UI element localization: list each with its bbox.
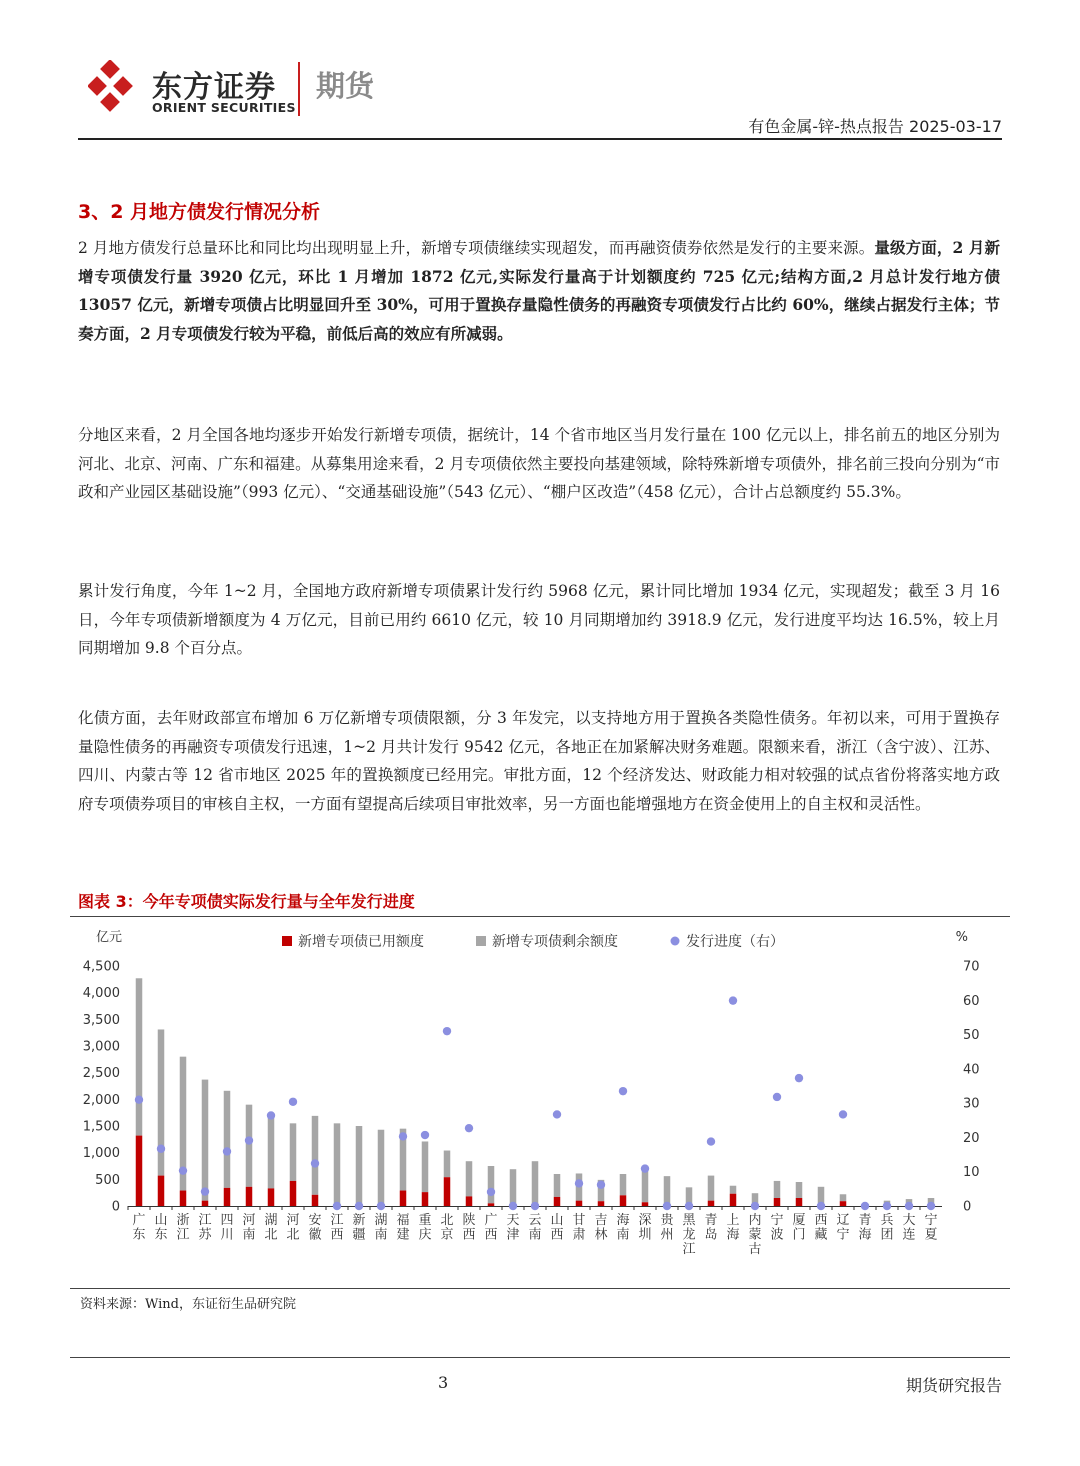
left-tick-label: 4,500 bbox=[82, 959, 120, 975]
category-label: 福 bbox=[396, 1213, 410, 1228]
bar-used bbox=[158, 1176, 165, 1206]
bar-remaining bbox=[202, 1080, 209, 1201]
category-label: 海 bbox=[726, 1227, 740, 1243]
category-label: 辽 bbox=[836, 1213, 850, 1228]
progress-point bbox=[311, 1159, 319, 1167]
category-label: 重 bbox=[418, 1213, 432, 1228]
legend-used-swatch bbox=[282, 936, 292, 946]
brand-divider bbox=[298, 62, 300, 116]
progress-point bbox=[861, 1202, 869, 1210]
bar-used bbox=[488, 1203, 495, 1206]
bar-used bbox=[444, 1177, 451, 1206]
bar-used bbox=[246, 1187, 253, 1206]
category-label: 夏 bbox=[924, 1227, 938, 1243]
bar-remaining bbox=[642, 1169, 649, 1202]
bar-used bbox=[620, 1195, 627, 1206]
bar-remaining bbox=[620, 1174, 627, 1195]
category-label: 京 bbox=[440, 1227, 454, 1243]
bar-remaining bbox=[532, 1161, 539, 1206]
bar-used bbox=[840, 1201, 847, 1206]
category-label: 海 bbox=[616, 1213, 630, 1228]
category-label: 兵 bbox=[880, 1213, 894, 1228]
page-number: 3 bbox=[438, 1373, 449, 1392]
category-label: 西 bbox=[330, 1227, 344, 1243]
bar-used bbox=[774, 1198, 781, 1206]
bar-remaining bbox=[334, 1123, 341, 1206]
category-label: 天 bbox=[506, 1213, 520, 1228]
category-label: 甘 bbox=[572, 1213, 586, 1228]
category-label: 藏 bbox=[814, 1227, 828, 1243]
paragraph-4: 化债方面，去年财政部宣布增加 6 万亿新增专项债限额，分 3 年发完，以支持地方用于置换各类隐性债务。年初以来，可用于置换存量隐性债务的再融资专项债发行迅速，1~2 月共计发行 9542 亿元，各地正在加紧解决财务难题。限额来看，浙江（含宁波）、江苏、四川、内蒙古等 12 省市地区 2025 年的置换额度已经用完。审批方面，12 个经济发达、财政能力相对较强的试点省份将落实地方政府专项债券项目的审核自主权，一方面有望提高后续项目审批效率，另一方面也能增强地方在资金使用上的自主权和灵活性。 bbox=[78, 709, 1000, 813]
legend-remaining-label: 新增专项债剩余额度 bbox=[492, 934, 618, 950]
category-label: 北 bbox=[286, 1227, 300, 1243]
category-label: 贵 bbox=[660, 1213, 674, 1228]
category-label: 蒙 bbox=[748, 1227, 762, 1243]
progress-point bbox=[663, 1202, 671, 1210]
left-tick-label: 0 bbox=[111, 1199, 120, 1215]
progress-point bbox=[267, 1111, 275, 1119]
progress-point bbox=[575, 1179, 583, 1187]
category-label: 黑 bbox=[682, 1213, 696, 1228]
bar-used bbox=[180, 1191, 187, 1206]
category-label: 浙 bbox=[176, 1213, 190, 1228]
category-label: 吉 bbox=[594, 1213, 608, 1228]
category-label: 西 bbox=[484, 1227, 498, 1243]
footer-label: 期货研究报告 bbox=[905, 1376, 1002, 1395]
bar-used bbox=[422, 1192, 429, 1206]
category-label: 河 bbox=[286, 1213, 300, 1228]
bar-remaining bbox=[840, 1194, 847, 1201]
bar-used bbox=[400, 1191, 407, 1206]
progress-point bbox=[905, 1202, 913, 1210]
progress-point bbox=[795, 1074, 803, 1082]
left-tick-label: 2,500 bbox=[82, 1066, 120, 1082]
progress-point bbox=[377, 1202, 385, 1210]
bar-used bbox=[708, 1201, 715, 1206]
category-label: 波 bbox=[770, 1227, 784, 1243]
bar-remaining bbox=[290, 1123, 297, 1181]
category-label: 宁 bbox=[770, 1213, 784, 1228]
bar-used bbox=[642, 1202, 649, 1206]
bar-remaining bbox=[356, 1126, 363, 1206]
category-label: 湖 bbox=[374, 1213, 388, 1228]
category-label: 南 bbox=[528, 1227, 542, 1243]
category-label: 云 bbox=[528, 1213, 542, 1228]
category-label: 内 bbox=[748, 1213, 762, 1228]
category-label: 大 bbox=[902, 1213, 916, 1228]
category-label: 岛 bbox=[704, 1227, 718, 1243]
left-axis-unit: 亿元 bbox=[95, 930, 122, 945]
bar-remaining bbox=[136, 978, 143, 1135]
bar-remaining bbox=[774, 1181, 781, 1198]
bar-used bbox=[730, 1194, 737, 1206]
category-label: 四 bbox=[220, 1213, 234, 1228]
bar-remaining bbox=[664, 1176, 671, 1206]
figure-source: 资料来源：Wind，东证衍生品研究院 bbox=[80, 1297, 296, 1312]
category-label: 南 bbox=[242, 1227, 256, 1243]
progress-point bbox=[223, 1147, 231, 1155]
progress-point bbox=[839, 1110, 847, 1118]
bar-used bbox=[268, 1188, 275, 1206]
category-label: 北 bbox=[440, 1213, 454, 1228]
left-tick-label: 3,000 bbox=[82, 1039, 120, 1055]
figure-top-rule bbox=[70, 916, 1010, 917]
bar-used bbox=[598, 1201, 605, 1206]
category-label: 津 bbox=[506, 1227, 520, 1243]
paragraph-1-bold: 量级方面，2 月新增专项债发行量 3920 亿元，环比 1 月增加 1872 亿元,实际发行量高于计划额度约 725 亿元;结构方面,2 月总计发行地方债 13057 亿元，新增专项债占比明显回升至 30%，可用于置换存量隐性债务的再融资专项债发行占比约 60%，继续占据发行主体；节奏方面，2 月专项债发行较为平稳，前低后高的效应有所减弱。 bbox=[78, 238, 1000, 343]
legend-remaining-swatch bbox=[476, 936, 486, 946]
category-label: 宁 bbox=[924, 1213, 938, 1228]
category-label: 河 bbox=[242, 1213, 256, 1228]
report-title: 有色金属-锌-热点报告 2025-03-17 bbox=[748, 117, 1002, 136]
orient-securities-logo-icon bbox=[88, 60, 140, 112]
category-label: 江 bbox=[176, 1227, 190, 1243]
progress-point bbox=[685, 1202, 693, 1210]
right-tick-label: 70 bbox=[963, 959, 980, 975]
progress-point bbox=[157, 1145, 165, 1153]
category-label: 古 bbox=[748, 1242, 762, 1257]
category-label: 圳 bbox=[638, 1227, 652, 1243]
progress-point bbox=[927, 1202, 935, 1210]
progress-point bbox=[245, 1136, 253, 1144]
category-label: 陕 bbox=[462, 1213, 476, 1228]
bar-remaining bbox=[268, 1114, 275, 1189]
paragraph-1 bbox=[78, 234, 1000, 348]
category-label: 疆 bbox=[352, 1227, 366, 1243]
bar-used bbox=[224, 1188, 231, 1206]
left-tick-label: 4,000 bbox=[82, 986, 120, 1002]
brand-sub-label: 期货 bbox=[316, 69, 375, 103]
progress-point bbox=[399, 1132, 407, 1140]
right-tick-label: 40 bbox=[963, 1062, 980, 1078]
category-label: 门 bbox=[792, 1227, 806, 1243]
category-label: 东 bbox=[154, 1227, 168, 1243]
category-label: 山 bbox=[154, 1213, 168, 1228]
progress-point bbox=[487, 1188, 495, 1196]
bar-used bbox=[796, 1198, 803, 1206]
legend-used-label: 新增专项债已用额度 bbox=[298, 934, 424, 950]
category-label: 苏 bbox=[198, 1227, 212, 1243]
left-tick-label: 1,500 bbox=[82, 1119, 120, 1135]
category-label: 西 bbox=[814, 1213, 828, 1228]
bar-remaining bbox=[730, 1186, 737, 1194]
right-tick-label: 60 bbox=[963, 993, 980, 1009]
progress-point bbox=[597, 1181, 605, 1189]
progress-point bbox=[729, 996, 737, 1004]
progress-point bbox=[333, 1202, 341, 1210]
bar-remaining bbox=[708, 1176, 715, 1201]
category-label: 宁 bbox=[836, 1227, 850, 1243]
bar-used bbox=[202, 1201, 209, 1206]
category-label: 西 bbox=[462, 1227, 476, 1243]
category-label: 青 bbox=[858, 1213, 872, 1228]
bar-used bbox=[290, 1181, 297, 1206]
left-tick-label: 2,000 bbox=[82, 1092, 120, 1108]
brand-name: 东方证券 bbox=[152, 70, 276, 105]
progress-point bbox=[553, 1110, 561, 1118]
issuance-chart bbox=[70, 918, 1010, 1283]
bar-remaining bbox=[422, 1141, 429, 1192]
category-label: 江 bbox=[682, 1242, 696, 1257]
progress-point bbox=[179, 1166, 187, 1174]
right-tick-label: 0 bbox=[963, 1199, 972, 1215]
category-label: 东 bbox=[132, 1227, 146, 1243]
legend-progress-marker bbox=[671, 937, 680, 946]
progress-point bbox=[135, 1096, 143, 1104]
category-label: 广 bbox=[484, 1213, 498, 1228]
category-label: 深 bbox=[638, 1213, 652, 1228]
right-tick-label: 20 bbox=[963, 1130, 980, 1146]
header-divider bbox=[78, 138, 1002, 140]
category-label: 上 bbox=[726, 1213, 740, 1228]
right-axis-unit: % bbox=[955, 930, 968, 945]
category-label: 龙 bbox=[682, 1227, 696, 1243]
category-label: 厦 bbox=[792, 1213, 806, 1228]
progress-point bbox=[465, 1124, 473, 1132]
category-label: 徽 bbox=[308, 1227, 322, 1243]
right-tick-label: 10 bbox=[963, 1165, 980, 1181]
progress-point bbox=[355, 1202, 363, 1210]
category-label: 肃 bbox=[572, 1227, 586, 1243]
progress-point bbox=[817, 1202, 825, 1210]
figure-title: 图表 3：今年专项债实际发行量与全年发行进度 bbox=[78, 892, 415, 911]
bar-remaining bbox=[488, 1166, 495, 1203]
paragraph-1-lead: 2 月地方债发行总量环比和同比均出现明显上升，新增专项债继续实现超发，而再融资债券依然是发行的主要来源。 bbox=[78, 239, 875, 257]
category-label: 建 bbox=[396, 1227, 410, 1243]
bar-remaining bbox=[444, 1151, 451, 1178]
progress-point bbox=[289, 1098, 297, 1106]
category-label: 团 bbox=[880, 1227, 894, 1243]
category-label: 州 bbox=[660, 1227, 674, 1243]
category-label: 山 bbox=[550, 1213, 564, 1228]
progress-point bbox=[531, 1202, 539, 1210]
left-tick-label: 500 bbox=[95, 1172, 120, 1188]
right-tick-label: 30 bbox=[963, 1096, 980, 1112]
bar-remaining bbox=[796, 1182, 803, 1198]
bar-used bbox=[466, 1196, 473, 1206]
category-label: 安 bbox=[308, 1213, 322, 1228]
category-label: 连 bbox=[902, 1227, 916, 1243]
category-label: 川 bbox=[220, 1227, 234, 1243]
bar-remaining bbox=[158, 1029, 165, 1175]
brand-name-en: ORIENT SECURITIES bbox=[152, 100, 296, 115]
progress-point bbox=[619, 1087, 627, 1095]
progress-point bbox=[201, 1187, 209, 1195]
left-tick-label: 3,500 bbox=[82, 1012, 120, 1028]
bar-remaining bbox=[312, 1116, 319, 1195]
progress-point bbox=[421, 1131, 429, 1139]
bar-remaining bbox=[554, 1174, 561, 1197]
progress-point bbox=[773, 1093, 781, 1101]
paragraph-3: 累计发行角度，今年 1~2 月，全国地方政府新增专项债累计发行约 5968 亿元，累计同比增加 1934 亿元，实现超发；截至 3 月 16 日，今年专项债新增额度为 4 万亿元，目前已用约 6610 亿元，较 10 月同期增加约 3918.9 亿元，发行进度平均达 16.5%，较上月同期增加 9.8 个百分点。 bbox=[78, 582, 1000, 658]
category-label: 湖 bbox=[264, 1213, 278, 1228]
left-tick-label: 1,000 bbox=[82, 1146, 120, 1162]
category-label: 林 bbox=[594, 1227, 608, 1243]
category-label: 新 bbox=[352, 1213, 366, 1228]
section-title: 3、2 月地方债发行情况分析 bbox=[78, 201, 321, 223]
right-tick-label: 50 bbox=[963, 1028, 980, 1044]
category-label: 南 bbox=[374, 1227, 388, 1243]
bar-remaining bbox=[378, 1130, 385, 1206]
bar-used bbox=[576, 1201, 583, 1206]
category-label: 西 bbox=[550, 1227, 564, 1243]
bar-remaining bbox=[224, 1091, 231, 1188]
figure-bottom-rule bbox=[70, 1288, 1010, 1289]
bar-used bbox=[554, 1197, 561, 1206]
progress-point bbox=[751, 1202, 759, 1210]
category-label: 南 bbox=[616, 1227, 630, 1243]
category-label: 江 bbox=[330, 1213, 344, 1228]
progress-point bbox=[443, 1027, 451, 1035]
category-label: 江 bbox=[198, 1213, 212, 1228]
progress-point bbox=[883, 1202, 891, 1210]
bar-remaining bbox=[246, 1105, 253, 1187]
bar-remaining bbox=[510, 1169, 517, 1205]
category-label: 海 bbox=[858, 1227, 872, 1243]
bar-used bbox=[312, 1195, 319, 1206]
bar-remaining bbox=[466, 1161, 473, 1196]
bar-used bbox=[136, 1136, 143, 1206]
category-label: 广 bbox=[132, 1213, 146, 1228]
progress-point bbox=[641, 1164, 649, 1172]
footer-divider bbox=[70, 1357, 1010, 1358]
progress-point bbox=[707, 1137, 715, 1145]
legend-progress-label: 发行进度（右） bbox=[686, 934, 784, 950]
category-label: 北 bbox=[264, 1227, 278, 1243]
category-label: 青 bbox=[704, 1213, 718, 1228]
progress-point bbox=[509, 1202, 517, 1210]
paragraph-2: 分地区来看，2 月全国各地均逐步开始发行新增专项债，据统计，14 个省市地区当月发行量在 100 亿元以上，排名前五的地区分别为河北、北京、河南、广东和福建。从募集用途来看，2 月专项债依然主要投向基建领域，除特殊新增专项债外，排名前三投向分别为“市政和产业园区基础设施”（993 亿元）、“交通基础设施”（543 亿元）、“棚户区改造”（458 亿元），合计占总额度约 55.3%。 bbox=[78, 426, 1000, 502]
category-label: 庆 bbox=[418, 1227, 432, 1243]
